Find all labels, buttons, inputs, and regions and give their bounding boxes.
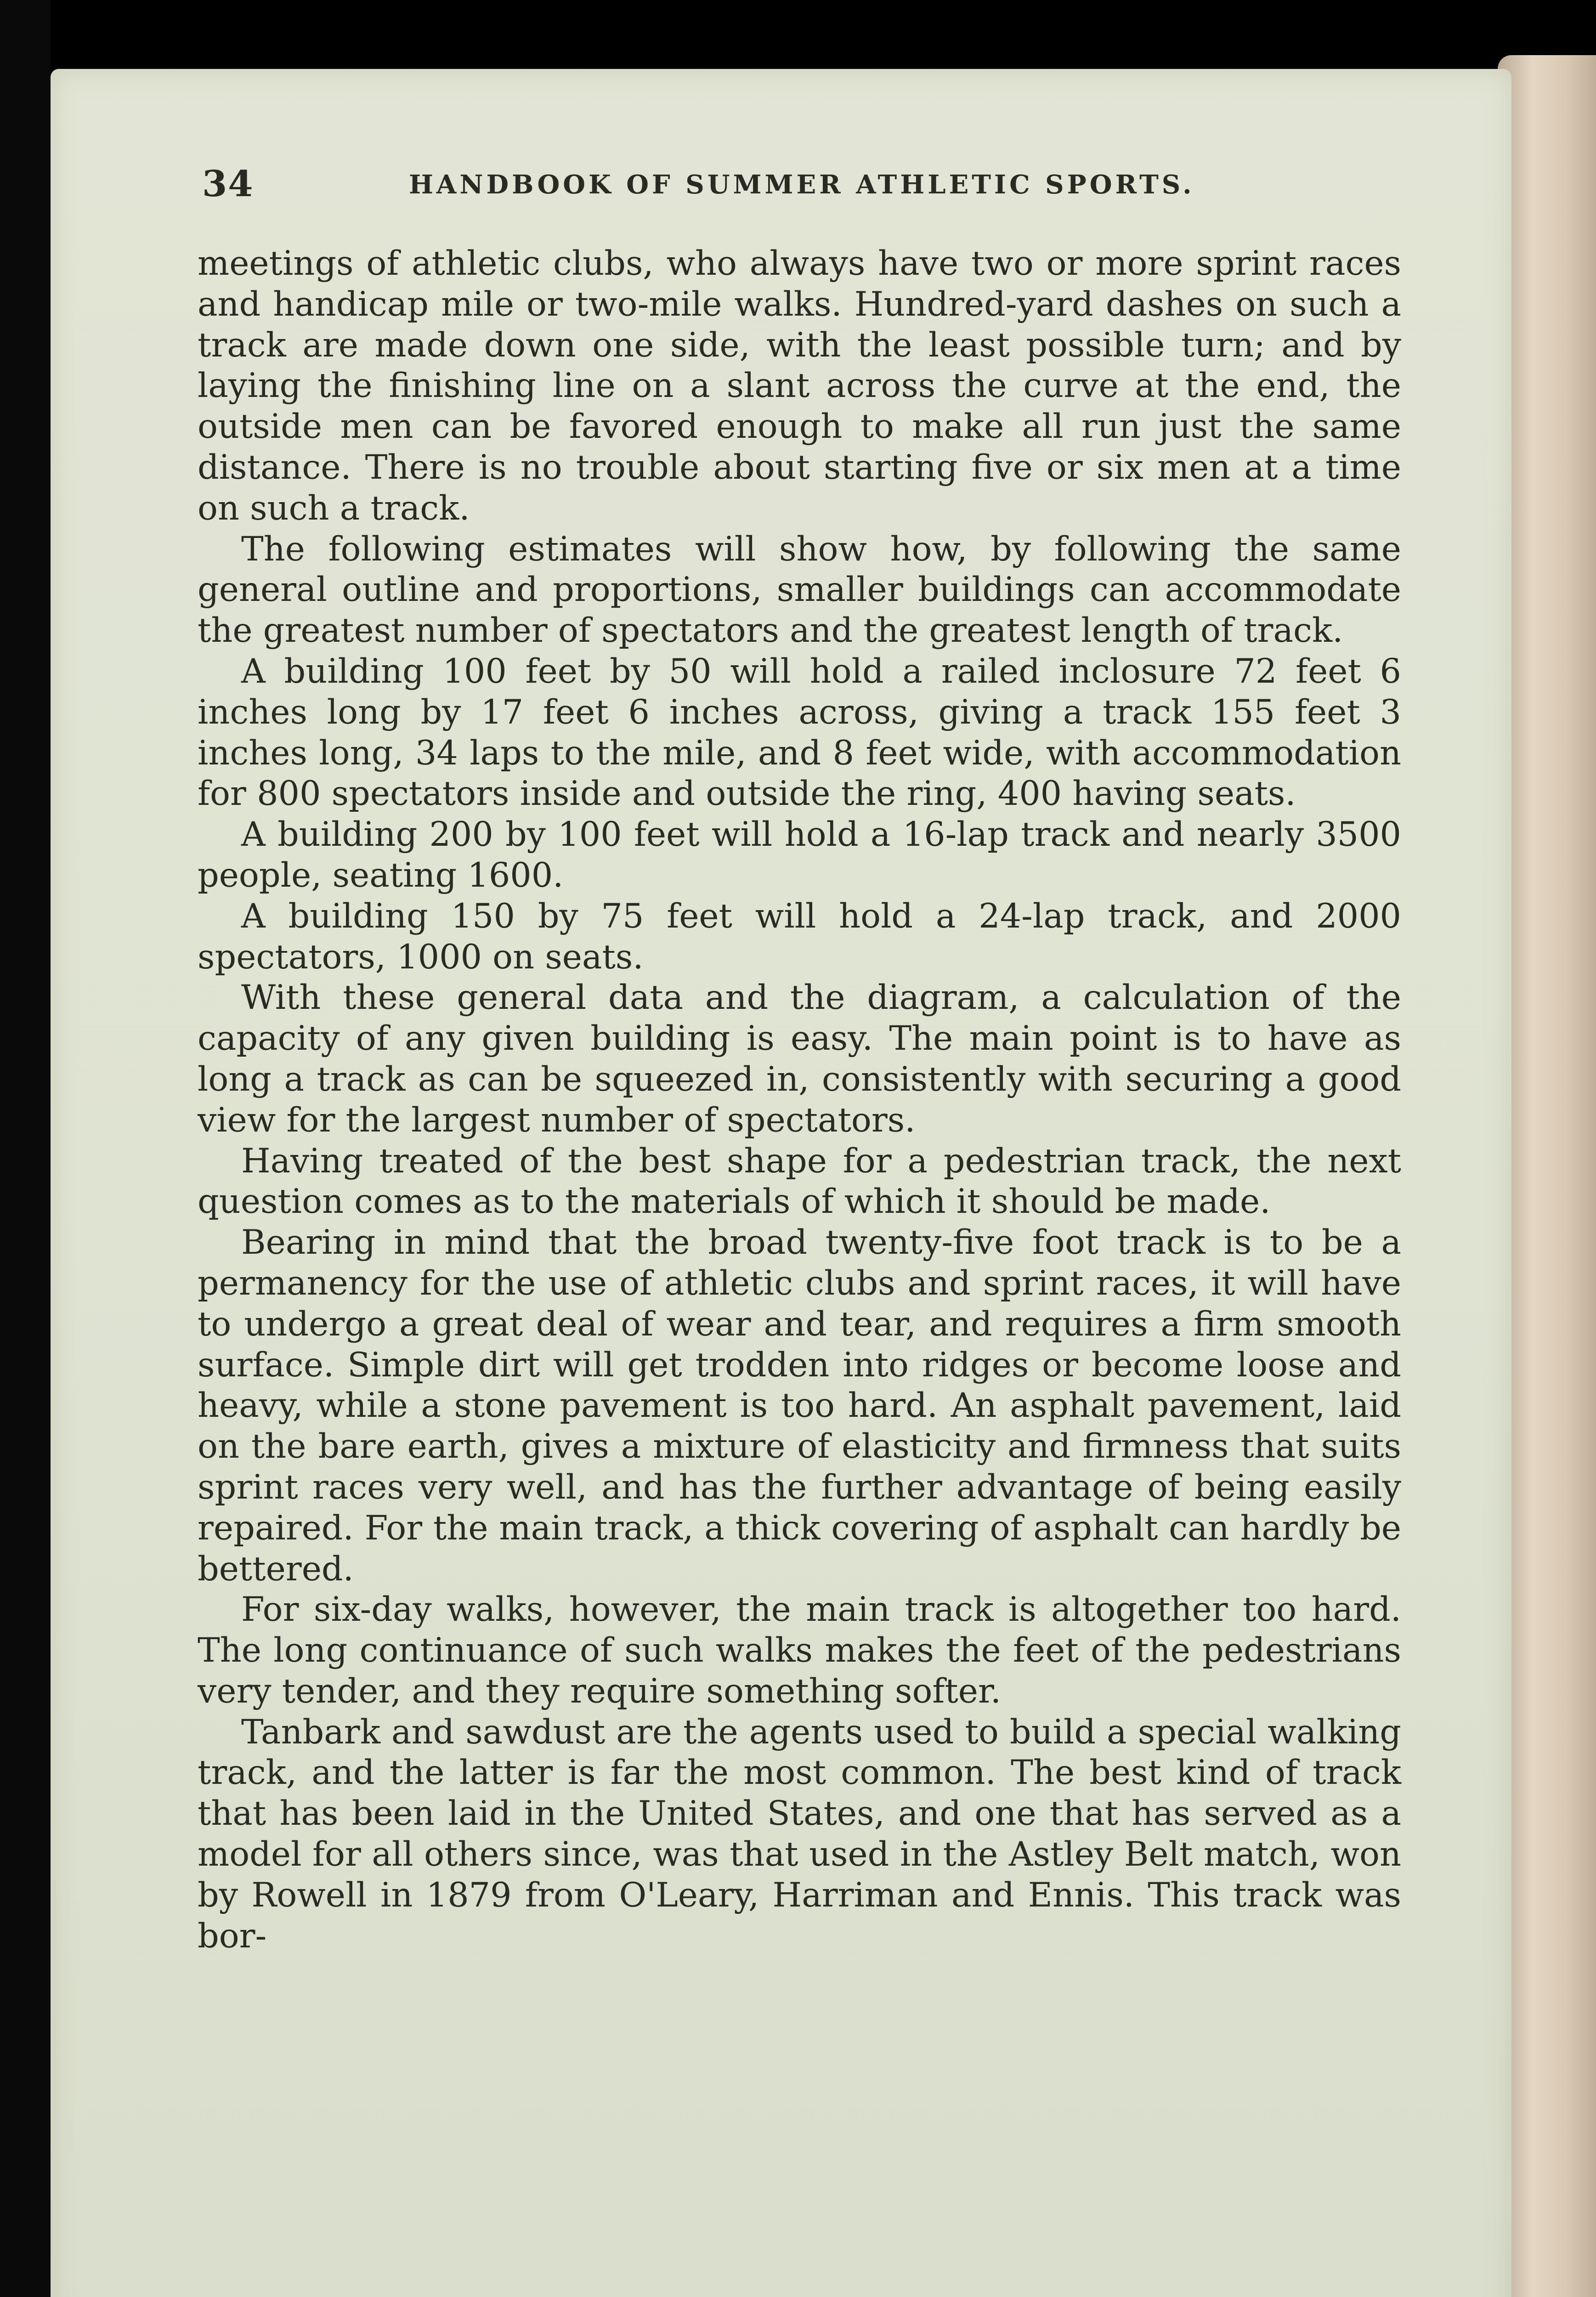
paragraph: With these general data and the diagram, a calculation of the capacity of any given building is easy. The main point is to have as long a track as can be squeezed in, consistently with securing a good view for the largest number of spectators. <box>198 978 1401 1140</box>
body-text <box>198 243 1401 1957</box>
paragraph: A building 100 feet by 50 will hold a railed inclosure 72 feet 6 inches long by 17 feet 6 inches across, giving a track 155 feet 3 inches long, 34 laps to the mile, and 8 feet wide, with accommodation for 800 spectators inside and outside the ring, 400 having seats. <box>198 651 1401 814</box>
paragraph: Tanbark and sawdust are the agents used to build a special walking track, and the latter is far the most common. The best kind of track that has been laid in the United States, and one that has served as a model for all others since, was that used in the Astley Belt match, won by Rowell in 1879 from O'Leary, Harriman and Ennis. This track was bor- <box>198 1712 1401 1956</box>
book-binding-edge <box>0 0 51 2297</box>
paragraph: Bearing in mind that the broad twenty-five foot track is to be a permanency for the use of athletic clubs and sprint races, it will have to undergo a great deal of wear and tear, and requires a firm smooth surface. Simple dirt will get trodden into ridges or become loose and heavy, while a stone pavement is too hard. An asphalt pavement, laid on the bare earth, gives a mixture of elasticity and firmness that suits sprint races very well, and has the further advantage of being easily repaired. For the main track, a thick covering of asphalt can hardly be bettered. <box>198 1223 1401 1589</box>
adjacent-page-edge <box>1498 55 1596 2297</box>
running-head: HANDBOOK OF SUMMER ATHLETIC SPORTS. <box>409 170 1195 200</box>
paragraph: meetings of athletic clubs, who always have two or more sprint races and handicap mile or two-mile walks. Hundred-yard dashes on such a track are made down one side, with the least possible turn; and by laying the finishing line on a slant across the curve at the end, the outside men can be favored enough to make all run just the same distance. There is no trouble about starting five or six men at a time on such a track. <box>198 244 1401 528</box>
paragraph: For six-day walks, however, the main track is altogether too hard. The long continuance of such walks makes the feet of the pedestrians very tender, and they require something softer. <box>198 1590 1401 1711</box>
paragraph: The following estimates will show how, by following the same general outline and proportions, smaller buildings can accommodate the greatest number of spectators and the greatest length of track. <box>198 529 1401 651</box>
page-header <box>202 163 1415 218</box>
paragraph: A building 200 by 100 feet will hold a 16-lap track and nearly 3500 people, seating 1600. <box>198 815 1401 895</box>
paragraph: Having treated of the best shape for a pedestrian track, the next question comes as to the materials of which it should be made. <box>198 1141 1401 1222</box>
book-page <box>51 69 1511 2297</box>
page-number: 34 <box>202 163 254 205</box>
paragraph: A building 150 by 75 feet will hold a 24-lap track, and 2000 spectators, 1000 on seats. <box>198 896 1401 977</box>
